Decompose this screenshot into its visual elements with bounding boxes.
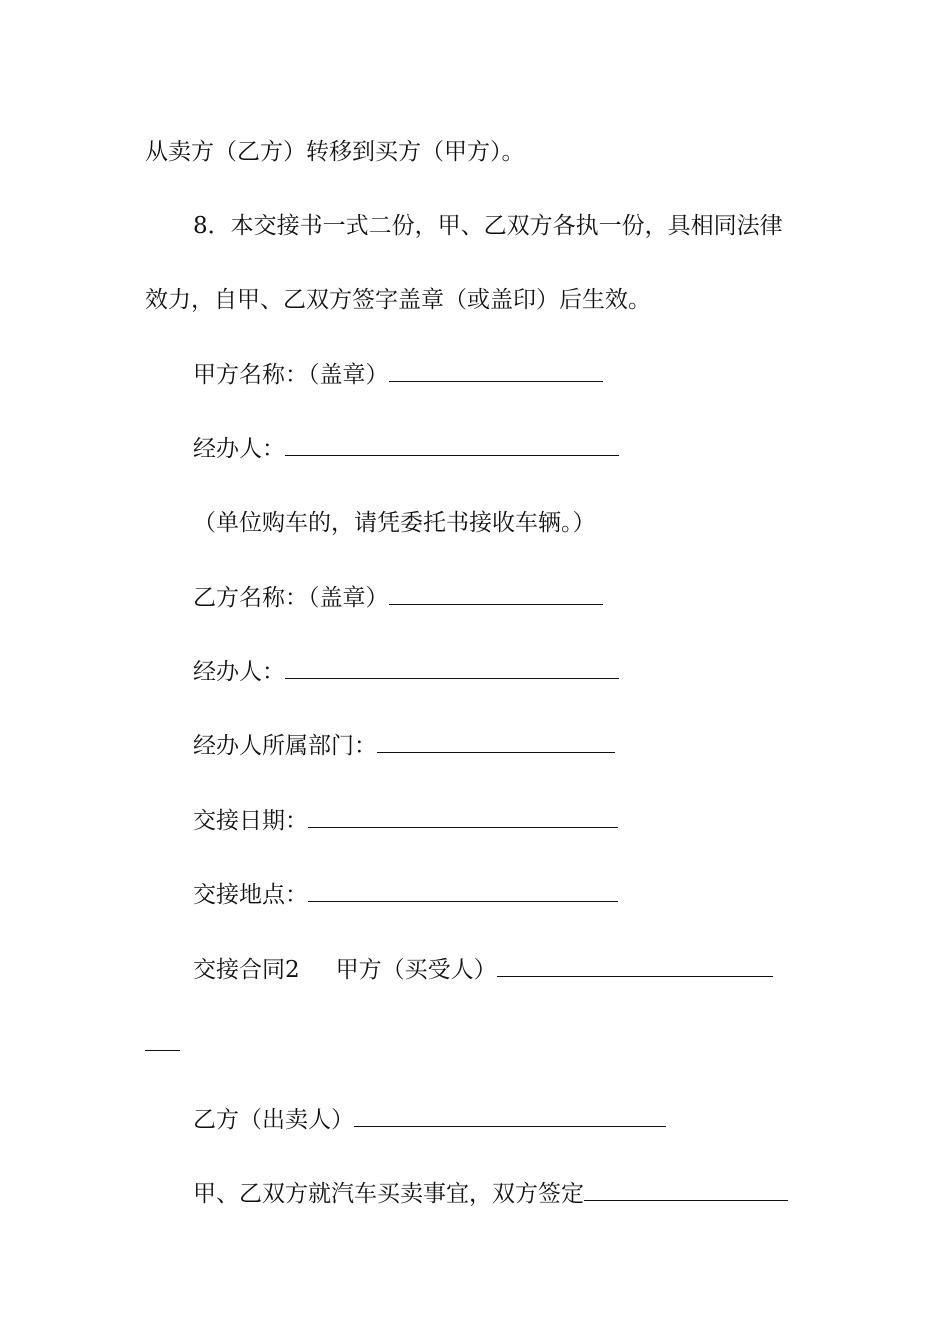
field-label: 甲方名称：（盖章） xyxy=(193,362,389,388)
fill-blank[interactable] xyxy=(584,1180,788,1201)
continued-blank-line xyxy=(145,1029,180,1059)
fill-blank[interactable] xyxy=(308,881,618,902)
field-label: 乙方名称：（盖章） xyxy=(193,585,389,611)
signature-blank[interactable] xyxy=(389,361,603,382)
agent-department-field xyxy=(193,731,615,761)
field-label: 交接地点： xyxy=(193,882,308,908)
signature-blank[interactable] xyxy=(389,584,603,605)
signature-blank[interactable] xyxy=(285,658,619,679)
paragraph-line xyxy=(193,211,783,241)
paragraph-line xyxy=(193,1179,788,1209)
party-a-agent-field xyxy=(193,434,619,464)
fill-blank[interactable] xyxy=(145,1030,180,1051)
fill-blank[interactable] xyxy=(308,807,618,828)
handover-date-field xyxy=(193,806,618,836)
text: 8．本交接书一式二份，甲、乙双方各执一份，具相同法律 xyxy=(193,213,783,239)
text: 效力，自甲、乙双方签字盖章（或盖印）后生效。 xyxy=(145,287,651,313)
field-label: 经办人所属部门： xyxy=(193,733,377,759)
fill-blank[interactable] xyxy=(354,1106,666,1127)
party-b-name-field xyxy=(193,583,603,613)
signature-blank[interactable] xyxy=(285,435,619,456)
field-label: 经办人： xyxy=(193,659,285,685)
paragraph-line xyxy=(145,137,525,167)
contract-title: 交接合同2 xyxy=(193,957,300,983)
fill-blank[interactable] xyxy=(377,732,615,753)
fill-blank[interactable] xyxy=(497,956,773,977)
party-a-name-field xyxy=(193,360,603,390)
field-label: 甲方（买受人） xyxy=(335,957,497,983)
note-line xyxy=(193,508,596,538)
field-label: 交接日期： xyxy=(193,808,308,834)
party-b-agent-field xyxy=(193,657,619,687)
handover-location-field xyxy=(193,880,618,910)
text: 甲、乙双方就汽车买卖事宜，双方签定 xyxy=(193,1181,584,1207)
contract-2-heading-line xyxy=(193,955,773,985)
text: （单位购车的，请凭委托书接收车辆。） xyxy=(193,510,596,536)
seller-field xyxy=(193,1105,666,1135)
paragraph-line xyxy=(145,285,651,315)
field-label: 经办人： xyxy=(193,436,285,462)
text: 从卖方（乙方）转移到买方（甲方）。 xyxy=(145,139,525,165)
field-label: 乙方（出卖人） xyxy=(193,1107,354,1133)
